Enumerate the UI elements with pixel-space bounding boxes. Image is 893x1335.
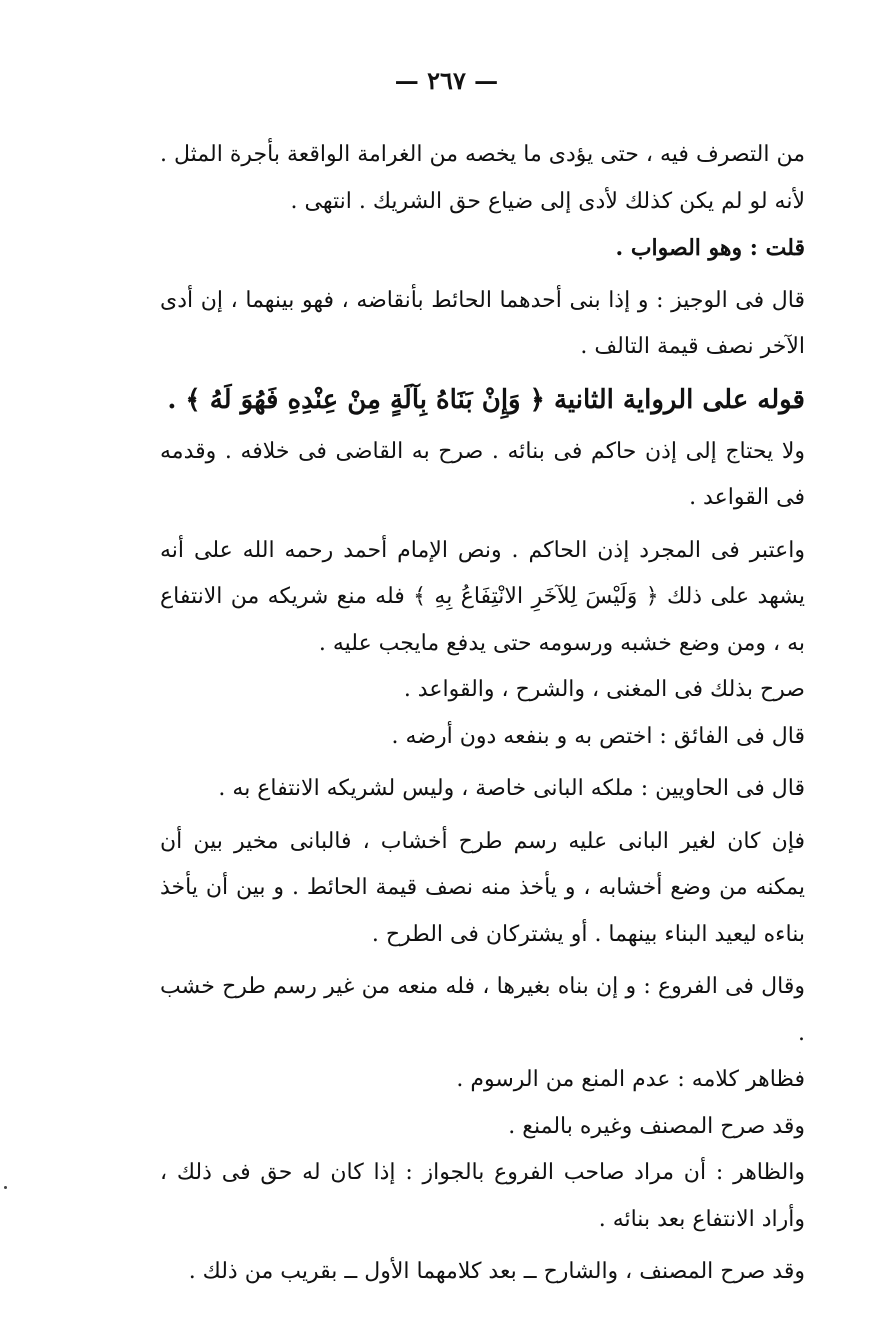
paragraph-12: وقد صرح المصنف وغيره بالمنع . — [508, 1113, 805, 1139]
section-heading: قوله على الرواية الثانية ﴿ وَإِنْ بَنَاهُ بِآلَةٍ مِنْ عِنْدِهِ فَهُوَ لَهُ ﴾ . — [167, 384, 805, 415]
paragraph-6: صرح بذلك فى المغنى ، والشرح ، والقواعد . — [403, 677, 805, 702]
paragraph-1: من التصرف فيه ، حتى يؤدى ما يخصه من الغرامة الواقعة بأجرة المثل . لأنه لو لم يكن كذلك لأدى إلى ضياع حق الشريك . انتهى . — [160, 142, 805, 214]
paragraph-5: واعتبر فى المجرد إذن الحاكم . ونص الإمام أحمد رحمه الله على أنه يشهد على ذلك ﴿ وَلَيْسَ لِلآخَرِ الانْتِفَاعُ بِهِ ﴾ فله منع شريكه من الانتفاع به ، ومن وضع خشبه ورسومه حتى يدفع مايجب عليه . — [160, 537, 805, 656]
paragraph-2: قلت : وهو الصواب . — [615, 235, 805, 261]
paragraph-13: والظاهر : أن مراد صاحب الفروع بالجواز : إذا كان له حق فى ذلك ، وأراد الانتفاع بعد بنائه . — [160, 1160, 805, 1232]
paragraph-9: فإن كان لغير البانى عليه رسم طرح أخشاب ، فالبانى مخير بين أن يمكنه من وضع أخشابه ، و يأخذ منه نصف قيمة الحائط . و بين أن يأخذ بناءه ليعيد البناء بينهما . أو يشتركان فى الطرح . — [160, 828, 805, 947]
page-number: — ٢٦٧ — — [394, 66, 499, 95]
margin-dot — [4, 1186, 7, 1189]
paragraph-4: ولا يحتاج إلى إذن حاكم فى بنائه . صرح به القاضى فى خلافه . وقدمه فى القواعد . — [160, 438, 805, 510]
body-text — [160, 132, 805, 1296]
paragraph-10: وقال فى الفروع : و إن بناه بغيرها ، فله منعه من غير رسم طرح خشب . — [160, 974, 805, 1046]
paragraph-7: قال فى الفائق : اختص به و بنفعه دون أرضه . — [391, 723, 805, 749]
paragraph-11: فظاهر كلامه : عدم المنع من الرسوم . — [456, 1067, 805, 1092]
paragraph-14: وقد صرح المصنف ، والشارح ــ بعد كلامهما الأول ــ بقريب من ذلك . — [188, 1259, 805, 1284]
paragraph-8: قال فى الحاويين : ملكه البانى خاصة ، وليس لشريكه الانتفاع به . — [218, 776, 805, 801]
paragraph-3: قال فى الوجيز : و إذا بنى أحدهما الحائط بأنقاضه ، فهو بينهما ، إن أدى الآخر نصف قيمة التالف . — [160, 287, 805, 359]
